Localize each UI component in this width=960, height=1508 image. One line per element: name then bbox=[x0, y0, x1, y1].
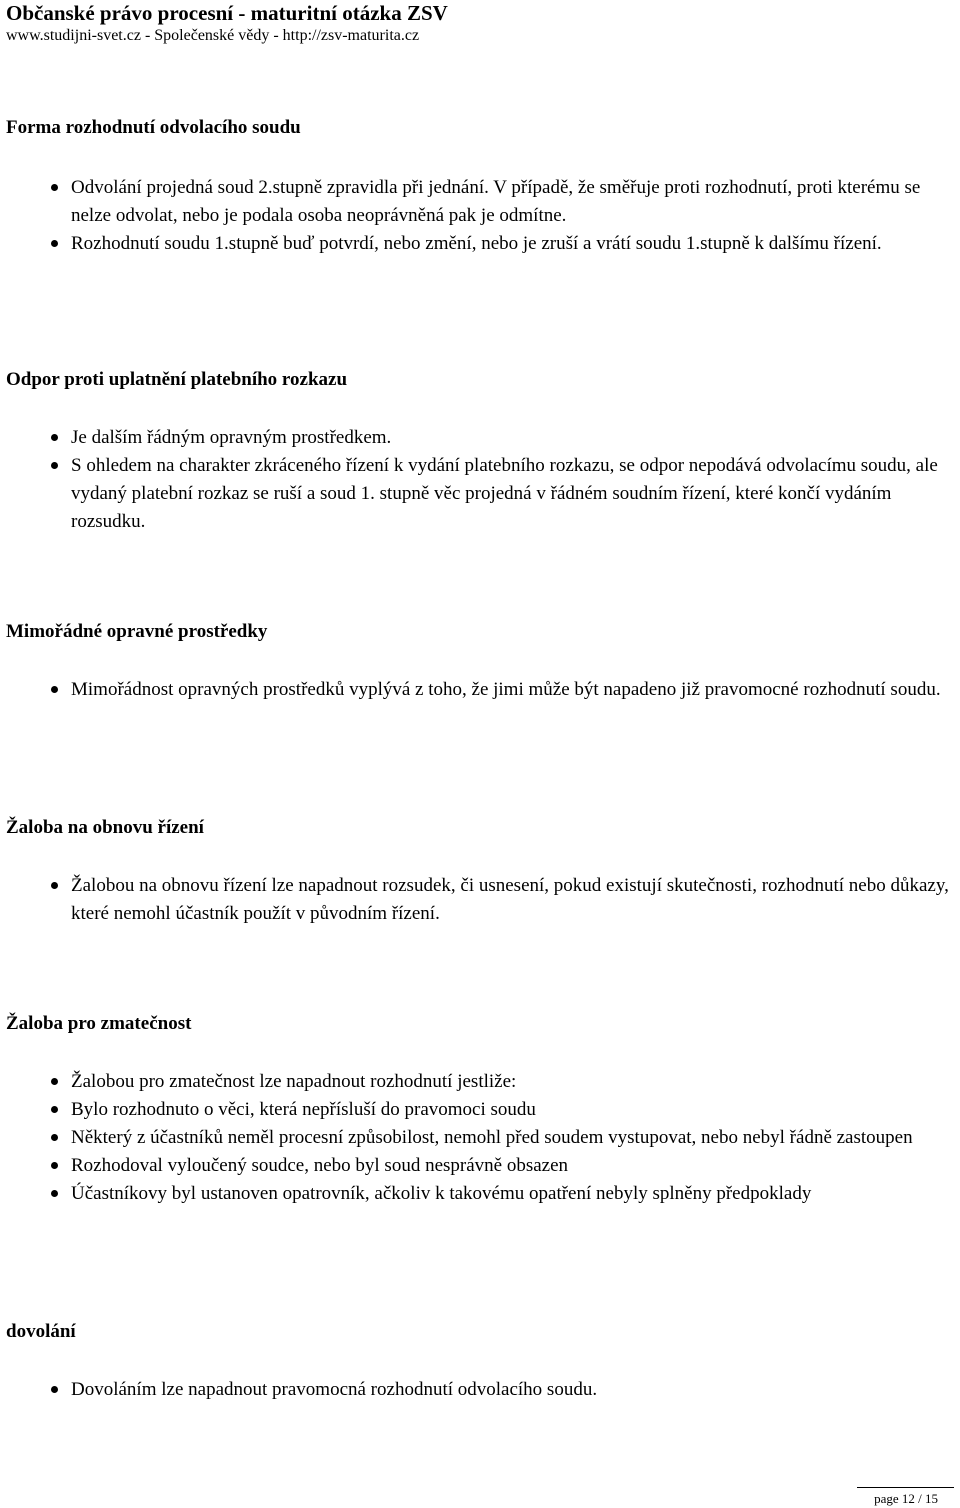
list-item: Je dalším řádným opravným prostředkem. bbox=[6, 424, 950, 452]
document-title: Občanské právo procesní - maturitní otázka ZSV bbox=[6, 1, 448, 25]
section-heading: Odpor proti uplatnění platebního rozkazu bbox=[6, 369, 348, 390]
list-item: Dovoláním lze napadnout pravomocná rozhodnutí odvolacího soudu. bbox=[6, 1376, 950, 1404]
section-mimoradne bbox=[6, 620, 950, 704]
bullet-list bbox=[6, 424, 950, 536]
document-subtitle: www.studijni-svet.cz - Společenské vědy - http://zsv-maturita.cz bbox=[6, 27, 420, 44]
list-item: S ohledem na charakter zkráceného řízení k vydání platebního rozkazu, se odpor nepodává odvolacímu soudu, ale vydaný platební rozkaz se ruší a soud 1. stupně věc projedná v řádném soudním řízení, které končí vydáním rozsudku. bbox=[6, 452, 950, 536]
list-item: Rozhodnutí soudu 1.stupně buď potvrdí, nebo změní, nebo je zruší a vrátí soudu 1.stupně k dalšímu řízení. bbox=[6, 230, 950, 258]
bullet-list bbox=[6, 872, 950, 928]
footer-divider bbox=[857, 1487, 954, 1488]
section-obnova bbox=[6, 816, 950, 928]
section-heading: Forma rozhodnutí odvolacího soudu bbox=[6, 117, 301, 138]
section-heading: Žaloba pro zmatečnost bbox=[6, 1013, 192, 1034]
list-item: Bylo rozhodnuto o věci, která nepřísluší do pravomoci soudu bbox=[6, 1096, 950, 1124]
page-header bbox=[6, 0, 448, 46]
list-item: Účastníkovy byl ustanoven opatrovník, ačkoliv k takovému opatření nebyly splněny předpoklady bbox=[6, 1180, 950, 1208]
list-item: Rozhodoval vyloučený soudce, nebo byl soud nesprávně obsazen bbox=[6, 1152, 950, 1180]
bullet-list bbox=[6, 174, 950, 258]
section-forma-rozhodnuti bbox=[6, 116, 950, 258]
list-item: Mimořádnost opravných prostředků vyplývá z toho, že jimi může být napadeno již pravomocné rozhodnutí soudu. bbox=[6, 676, 950, 704]
bullet-list bbox=[6, 1376, 950, 1404]
section-odpor bbox=[6, 368, 950, 536]
section-heading: Mimořádné opravné prostředky bbox=[6, 621, 268, 642]
list-item: Žalobou na obnovu řízení lze napadnout rozsudek, či usnesení, pokud existují skutečnosti, rozhodnutí nebo důkazy, které nemohl účastník použít v původním řízení. bbox=[6, 872, 950, 928]
list-item: Odvolání projedná soud 2.stupně zpravidla při jednání. V případě, že směřuje proti rozhodnutí, proti kterému se nelze odvolat, nebo je podala osoba neoprávněná pak je odmítne. bbox=[6, 174, 950, 230]
bullet-list bbox=[6, 1068, 950, 1208]
section-dovolani bbox=[6, 1320, 950, 1404]
list-item: Žalobou pro zmatečnost lze napadnout rozhodnutí jestliže: bbox=[6, 1068, 950, 1096]
section-heading: Žaloba na obnovu řízení bbox=[6, 817, 204, 838]
section-heading: dovolání bbox=[6, 1321, 76, 1342]
page-number: page 12 / 15 bbox=[874, 1491, 938, 1506]
list-item: Některý z účastníků neměl procesní způsobilost, nemohl před soudem vystupovat, nebo nebyl řádně zastoupen bbox=[6, 1124, 950, 1152]
section-zmatecnost bbox=[6, 1012, 950, 1208]
bullet-list bbox=[6, 676, 950, 704]
